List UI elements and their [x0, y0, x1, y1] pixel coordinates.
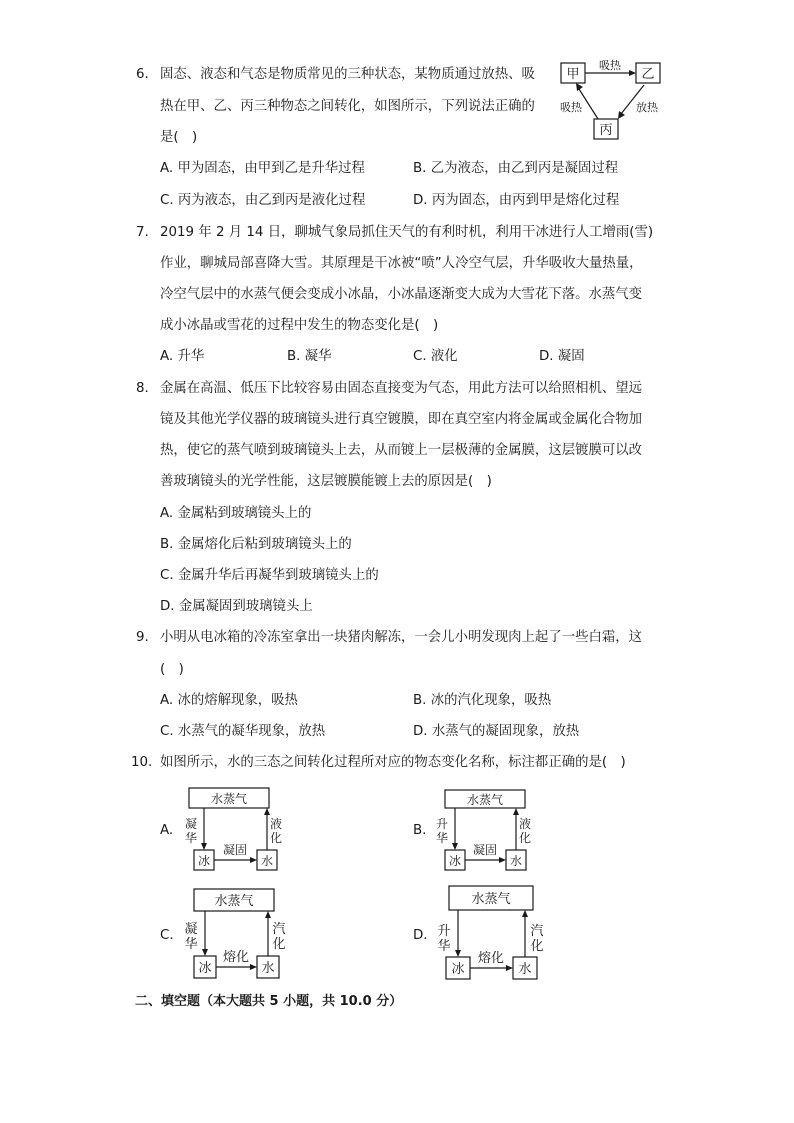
- q10-option-c-diagram[interactable]: [182, 886, 288, 982]
- q6-option-a[interactable]: A. 甲为固态，由甲到乙是升华过程: [160, 161, 365, 176]
- q6-stem-line-2: 热在甲、乙、丙三种物态之间转化，如图所示，下列说法正确的: [160, 99, 535, 114]
- q9-number: 9.: [136, 630, 149, 645]
- q7-number: 7.: [136, 225, 149, 240]
- ice-label: 冰: [451, 962, 465, 977]
- q6-number: 6.: [136, 67, 149, 82]
- q7-option-b[interactable]: B. 凝华: [287, 349, 332, 364]
- q8-option-b[interactable]: B. 金属熔化后粘到玻璃镜头上的: [160, 537, 352, 552]
- q6-stem-line-1: 固态、液态和气态是物质常见的三种状态，某物质通过放热、吸: [160, 67, 535, 82]
- right-label-1: 汽: [530, 924, 544, 939]
- q6-option-b[interactable]: B. 乙为液态，由乙到丙是凝固过程: [413, 161, 619, 176]
- arrowhead-icon: [250, 857, 257, 863]
- q8-stem-line-3: 热，使它的蒸气喷到玻璃镜头上去，从而镀上一层极薄的金属膜，这层镀膜可以改: [160, 443, 643, 458]
- arrowhead-icon: [265, 911, 271, 918]
- vapor-label: 水蒸气: [466, 793, 504, 807]
- q6-option-d[interactable]: D. 丙为固态，由丙到甲是熔化过程: [413, 193, 620, 208]
- q8-option-c[interactable]: C. 金属升华后再凝华到玻璃镜头上的: [160, 568, 379, 583]
- q8-option-d[interactable]: D. 金属凝固到玻璃镜头上: [160, 599, 313, 614]
- label-left-xire: 吸热: [560, 101, 582, 114]
- q9-stem-line-2: ( ): [160, 662, 184, 677]
- q10-option-a-letter[interactable]: A.: [160, 823, 174, 838]
- arrowhead-icon: [522, 910, 528, 917]
- right-label-1: 汽: [272, 922, 286, 937]
- state-label-jia: 甲: [566, 67, 580, 82]
- ice-label: 冰: [448, 854, 462, 868]
- left-label-2: 华: [435, 831, 449, 845]
- label-right-fangre: 放热: [636, 101, 658, 114]
- arrowhead-icon: [455, 950, 461, 957]
- right-label-2: 化: [272, 937, 286, 952]
- arrowhead-icon: [618, 111, 625, 119]
- left-label-1: 升: [437, 924, 451, 939]
- q8-option-a[interactable]: A. 金属粘到玻璃镜头上的: [160, 506, 312, 521]
- q10-option-c-letter[interactable]: C.: [160, 928, 174, 943]
- left-label-1: 凝: [184, 922, 198, 937]
- ice-label: 冰: [198, 961, 212, 976]
- q10-option-a-diagram[interactable]: [182, 786, 282, 878]
- label-top-xire: 吸热: [599, 59, 621, 72]
- q10-stem: 如图所示，水的三态之间转化过程所对应的物态变化名称，标注都正确的是( ): [160, 755, 626, 770]
- bottom-label: 熔化: [222, 950, 250, 965]
- q6-option-c[interactable]: C. 丙为液态，由乙到丙是液化过程: [160, 193, 366, 208]
- q6-state-diagram: [558, 56, 668, 144]
- q7-option-c[interactable]: C. 液化: [413, 349, 458, 364]
- q8-stem-line-2: 镜及其他光学仪器的玻璃镜头进行真空镀膜，即在真空室内将金属或金属化合物加: [160, 412, 643, 427]
- vapor-label: 水蒸气: [210, 792, 248, 806]
- q7-stem-line-2: 作业，聊城局部喜降大雪。其原理是干冰被“喷”人冷空气层，升华吸收大量热量，: [160, 256, 643, 271]
- water-label: 水: [518, 962, 532, 977]
- q10-option-b-letter[interactable]: B.: [413, 823, 427, 838]
- water-label: 水: [509, 854, 523, 868]
- arrowhead-icon: [202, 949, 208, 956]
- q10-option-b-diagram[interactable]: [433, 786, 533, 878]
- left-label-2: 华: [184, 831, 198, 845]
- q7-option-d[interactable]: D. 凝固: [539, 349, 585, 364]
- q6-stem-line-3: 是( ): [160, 130, 198, 145]
- right-label-2: 化: [530, 939, 544, 954]
- state-label-yi: 乙: [641, 67, 655, 82]
- bottom-label: 熔化: [477, 951, 505, 966]
- left-label-1: 凝: [184, 817, 198, 831]
- left-label-2: 华: [184, 937, 198, 952]
- q9-stem-line-1: 小明从电冰箱的冷冻室拿出一块猪肉解冻，一会儿小明发现肉上起了一些白霜，这: [160, 630, 643, 645]
- q9-option-d[interactable]: D. 水蒸气的凝固现象，放热: [413, 724, 580, 739]
- ice-label: 冰: [197, 854, 211, 868]
- arrowhead-icon: [506, 965, 513, 971]
- bottom-label: 凝固: [222, 843, 248, 857]
- arrowhead-icon: [250, 964, 257, 970]
- q10-option-d-letter[interactable]: D.: [413, 928, 428, 943]
- q8-stem-line-4: 善玻璃镜头的光学性能，这层镀膜能镀上去的原因是( ): [160, 474, 492, 489]
- q10-number: 10.: [131, 755, 153, 770]
- arrowhead-icon: [499, 857, 506, 863]
- section-heading-fill-in: 二、填空题（本大题共 5 小题，共 10.0 分）: [135, 994, 403, 1009]
- vapor-label: 水蒸气: [471, 892, 511, 907]
- left-label-1: 升: [435, 817, 449, 831]
- q9-option-b[interactable]: B. 冰的汽化现象，吸热: [413, 693, 552, 708]
- q8-number: 8.: [136, 381, 149, 396]
- state-label-bing: 丙: [599, 123, 613, 138]
- right-label-2: 化: [518, 831, 532, 845]
- q8-stem-line-1: 金属在高温、低压下比较容易由固态直接变为气态，用此方法可以给照相机、望远: [160, 381, 643, 396]
- q9-option-a[interactable]: A. 冰的熔解现象，吸热: [160, 693, 298, 708]
- arrowhead-icon: [201, 843, 207, 850]
- q7-option-a[interactable]: A. 升华: [160, 349, 205, 364]
- arrowhead-icon: [513, 808, 519, 815]
- arrowhead-icon: [629, 70, 636, 76]
- right-label-1: 液: [269, 817, 282, 831]
- q7-stem-line-1: 2019 年 2 月 14 日，聊城气象局抓住天气的有利时机，利用干冰进行人工增雨(雪): [160, 225, 654, 240]
- water-label: 水: [261, 961, 275, 976]
- q7-stem-line-3: 冷空气层中的水蒸气便会变成小冰晶，小冰晶逐渐变大成为大雪花下落。水蒸气变: [160, 287, 643, 302]
- bottom-label: 凝固: [472, 843, 498, 857]
- arrowhead-icon: [264, 808, 270, 815]
- water-label: 水: [260, 854, 274, 868]
- arrowhead-icon: [452, 843, 458, 850]
- right-label-1: 液: [518, 817, 532, 831]
- left-label-2: 华: [437, 939, 451, 954]
- right-label-2: 化: [269, 831, 282, 845]
- q10-option-d-diagram[interactable]: [433, 883, 553, 983]
- q9-option-c[interactable]: C. 水蒸气的凝华现象，放热: [160, 724, 326, 739]
- q7-stem-line-4: 成小冰晶或雪花的过程中发生的物态变化是( ): [160, 318, 439, 333]
- vapor-label: 水蒸气: [214, 894, 254, 909]
